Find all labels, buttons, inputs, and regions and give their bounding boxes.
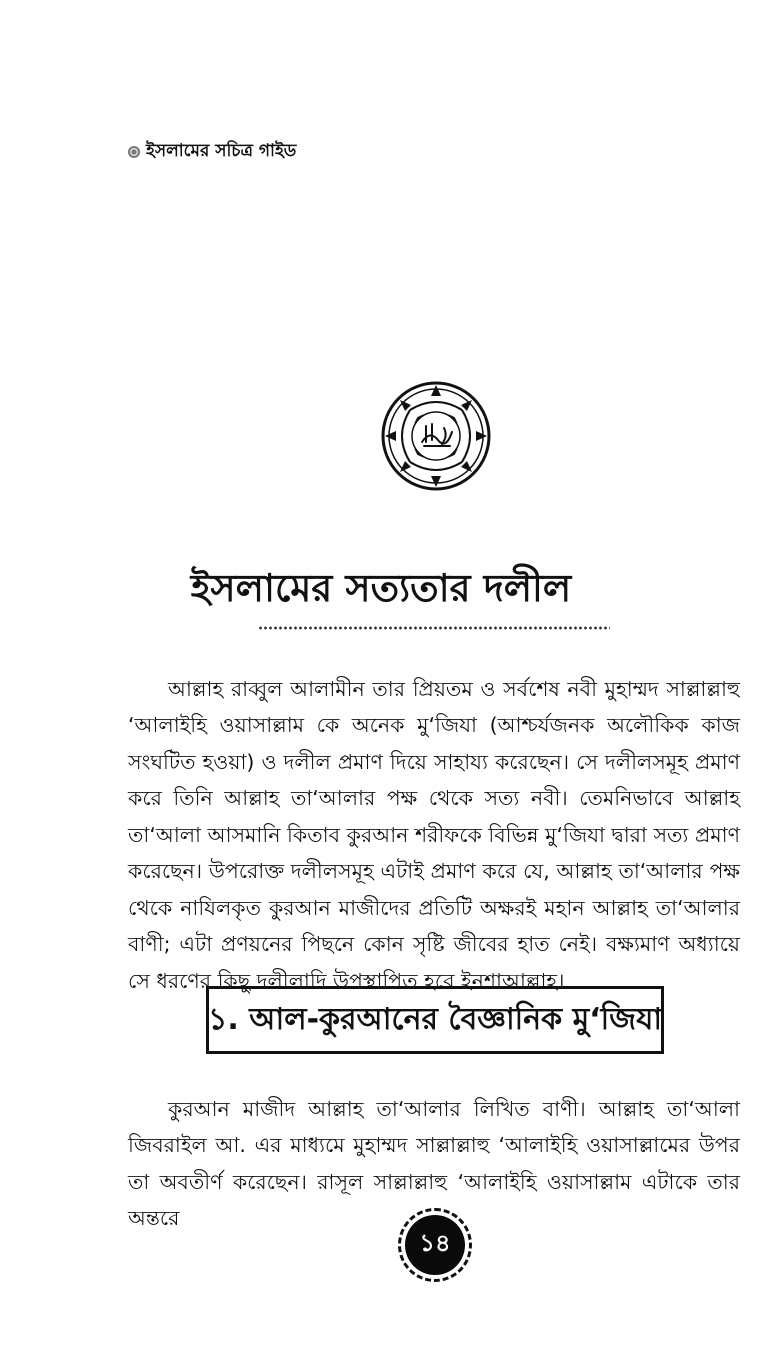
calligraphy-medallion-icon xyxy=(380,380,492,492)
running-header xyxy=(128,138,296,166)
intro-paragraph: আল্লাহ রাব্বুল আলামীন তার প্রিয়তম ও সর্বশেষ নবী মুহাম্মদ সাল্লাল্লাহু ‘আলাইহি ওয়াসাল্লাম কে অনেক মু‘জিযা (আশ্চর্যজনক অলৌকিক কাজ সংঘটিত হওয়া) ও দলীল প্রমাণ দিয়ে সাহায্য করেছেন। সে দলীলসমূহ প্রমাণ করে তিনি আল্লাহ তা‘আলার পক্ষ থেকে সত্য নবী। তেমনিভাবে আল্লাহ তা‘আলা আসমানি কিতাব কুরআন শরীফকে বিভিন্ন মু‘জিযা দ্বারা সত্য প্রমাণ করেছেন। উপরোক্ত দলীলসমূহ এটাই প্রমাণ করে যে, আল্লাহ তা‘আলার পক্ষ থেকে নাযিলকৃত কুরআন মাজীদের প্রতিটি অক্ষরই মহান আল্লাহ তা‘আলার বাণী; এটা প্রণয়নের পিছনে কোন সৃষ্টি জীবের হাত নেই। বক্ষ্যমাণ অধ্যায়ে সে ধরণের কিছু দলীলাদি উপস্থাপিত হবে ইনশাআল্লাহ। xyxy=(128,676,740,993)
bullet-circle-icon xyxy=(128,146,140,158)
chapter-title: ইসলামের সত্যতার দলীল xyxy=(190,566,572,610)
section-title: ১. আল-কুরআনের বৈজ্ঞানিক মু‘জিযা xyxy=(207,1001,663,1037)
section-paragraph: কুরআন মাজীদ আল্লাহ তা‘আলার লিখিত বাণী। আল্লাহ তা‘আলা জিবরাইল আ. এর মাধ্যমে মুহাম্মদ সাল্লাল্লাহু ‘আলাইহি ওয়াসাল্লামের উপর তা অবতীর্ণ করেছেন। রাসূল সাল্লাল্লাহু ‘আলাইহি ওয়াসাল্লাম এটাকে তার অন্তরে xyxy=(128,1096,740,1230)
page-number-badge xyxy=(398,1208,472,1282)
book-title: ইসলামের সচিত্র গাইড xyxy=(146,141,297,161)
title-divider xyxy=(258,625,610,631)
section-heading-box xyxy=(206,986,664,1054)
page-number: ১৪ xyxy=(405,1215,465,1275)
